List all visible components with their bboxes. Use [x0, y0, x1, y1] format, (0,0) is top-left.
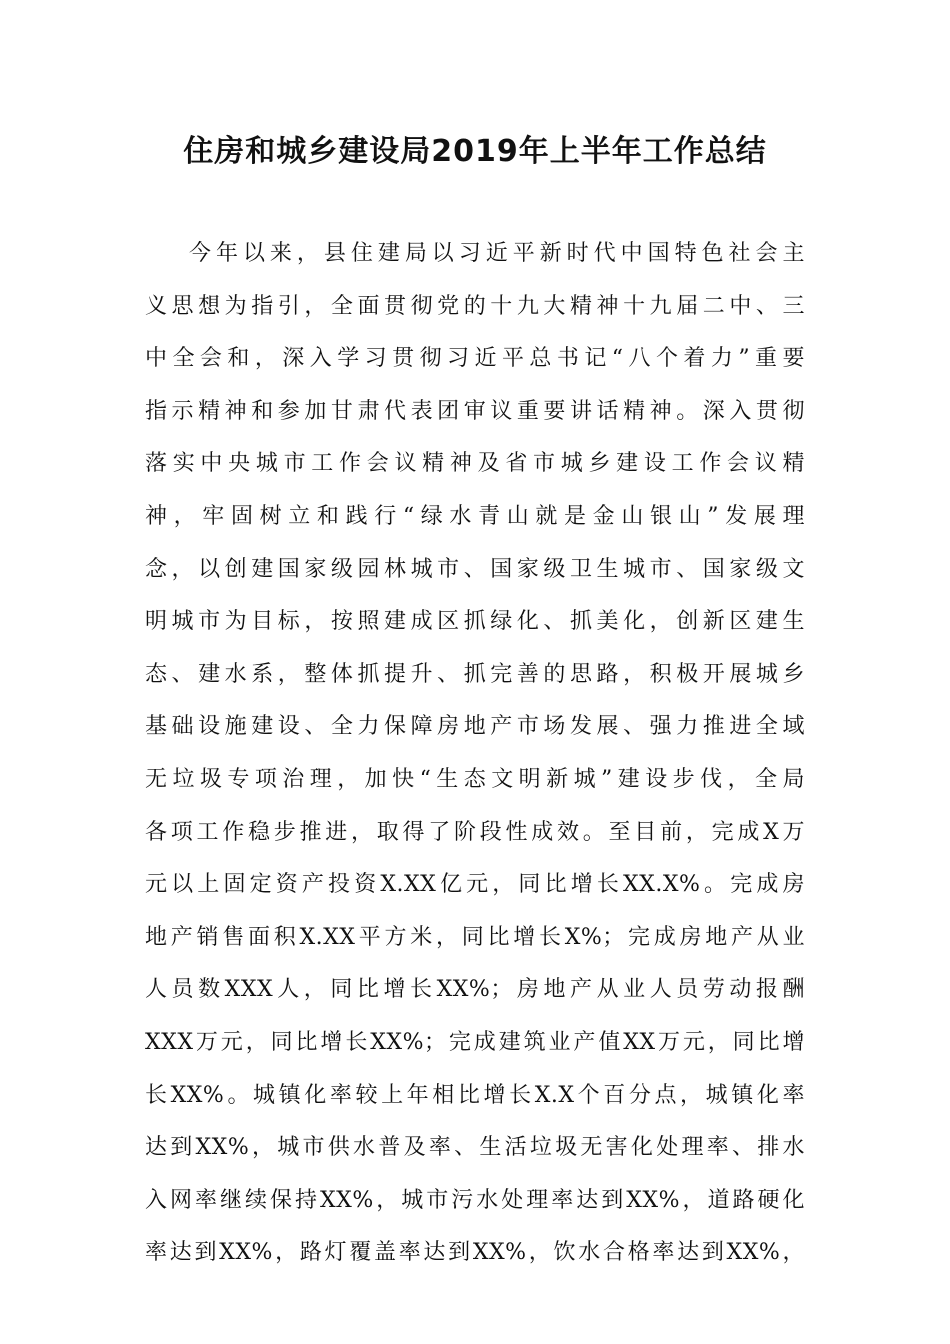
paragraph-line: 指示精神和参加甘肃代表团审议重要讲话精神。深入贯彻 — [145, 398, 805, 424]
document-title: 住房和城乡建设局2019年上半年工作总结 — [183, 134, 767, 169]
paragraph-line: 长XX%。城镇化率较上年相比增长X.X个百分点，城镇化率 — [145, 1082, 805, 1108]
paragraph-line: 率达到XX%，路灯覆盖率达到XX%，饮水合格率达到XX%， — [145, 1240, 805, 1266]
paragraph-line: 元以上固定资产投资X.XX亿元，同比增长XX.X%。完成房 — [145, 872, 805, 898]
paragraph-line: 中全会和，深入学习贯彻习近平总书记“八个着力”重要 — [145, 346, 805, 372]
paragraph-line: 达到XX%，城市供水普及率、生活垃圾无害化处理率、排水 — [145, 1135, 805, 1161]
paragraph-line: 各项工作稳步推进，取得了阶段性成效。至目前，完成X万 — [145, 819, 805, 845]
paragraph-line: 基础设施建设、全力保障房地产市场发展、强力推进全域 — [145, 714, 805, 740]
paragraph-line: 入网率继续保持XX%，城市污水处理率达到XX%，道路硬化 — [145, 1187, 805, 1213]
paragraph-line: 念，以创建国家级园林城市、国家级卫生城市、国家级文 — [145, 556, 805, 582]
paragraph-line: 地产销售面积X.XX平方米，同比增长X%；完成房地产从业 — [145, 924, 805, 950]
paragraph-line: 人员数XXX人，同比增长XX%；房地产从业人员劳动报酬 — [145, 977, 805, 1003]
paragraph-line: XXX万元，同比增长XX%；完成建筑业产值XX万元，同比增 — [145, 1029, 805, 1055]
paragraph-line: 明城市为目标，按照建成区抓绿化、抓美化，创新区建生 — [145, 609, 805, 635]
paragraph-line: 态、建水系，整体抓提升、抓完善的思路，积极开展城乡 — [145, 661, 805, 687]
paragraph-line: 义思想为指引，全面贯彻党的十九大精神十九届二中、三 — [145, 293, 805, 319]
paragraph-line: 无垃圾专项治理，加快“生态文明新城”建设步伐，全局 — [145, 766, 805, 792]
paragraph-line: 神，牢固树立和践行“绿水青山就是金山银山”发展理 — [145, 503, 805, 529]
body-paragraph — [145, 228, 805, 1280]
paragraph-line: 落实中央城市工作会议精神及省市城乡建设工作会议精 — [145, 451, 805, 477]
paragraph-line: 今年以来，县住建局以习近平新时代中国特色社会主 — [189, 241, 805, 266]
